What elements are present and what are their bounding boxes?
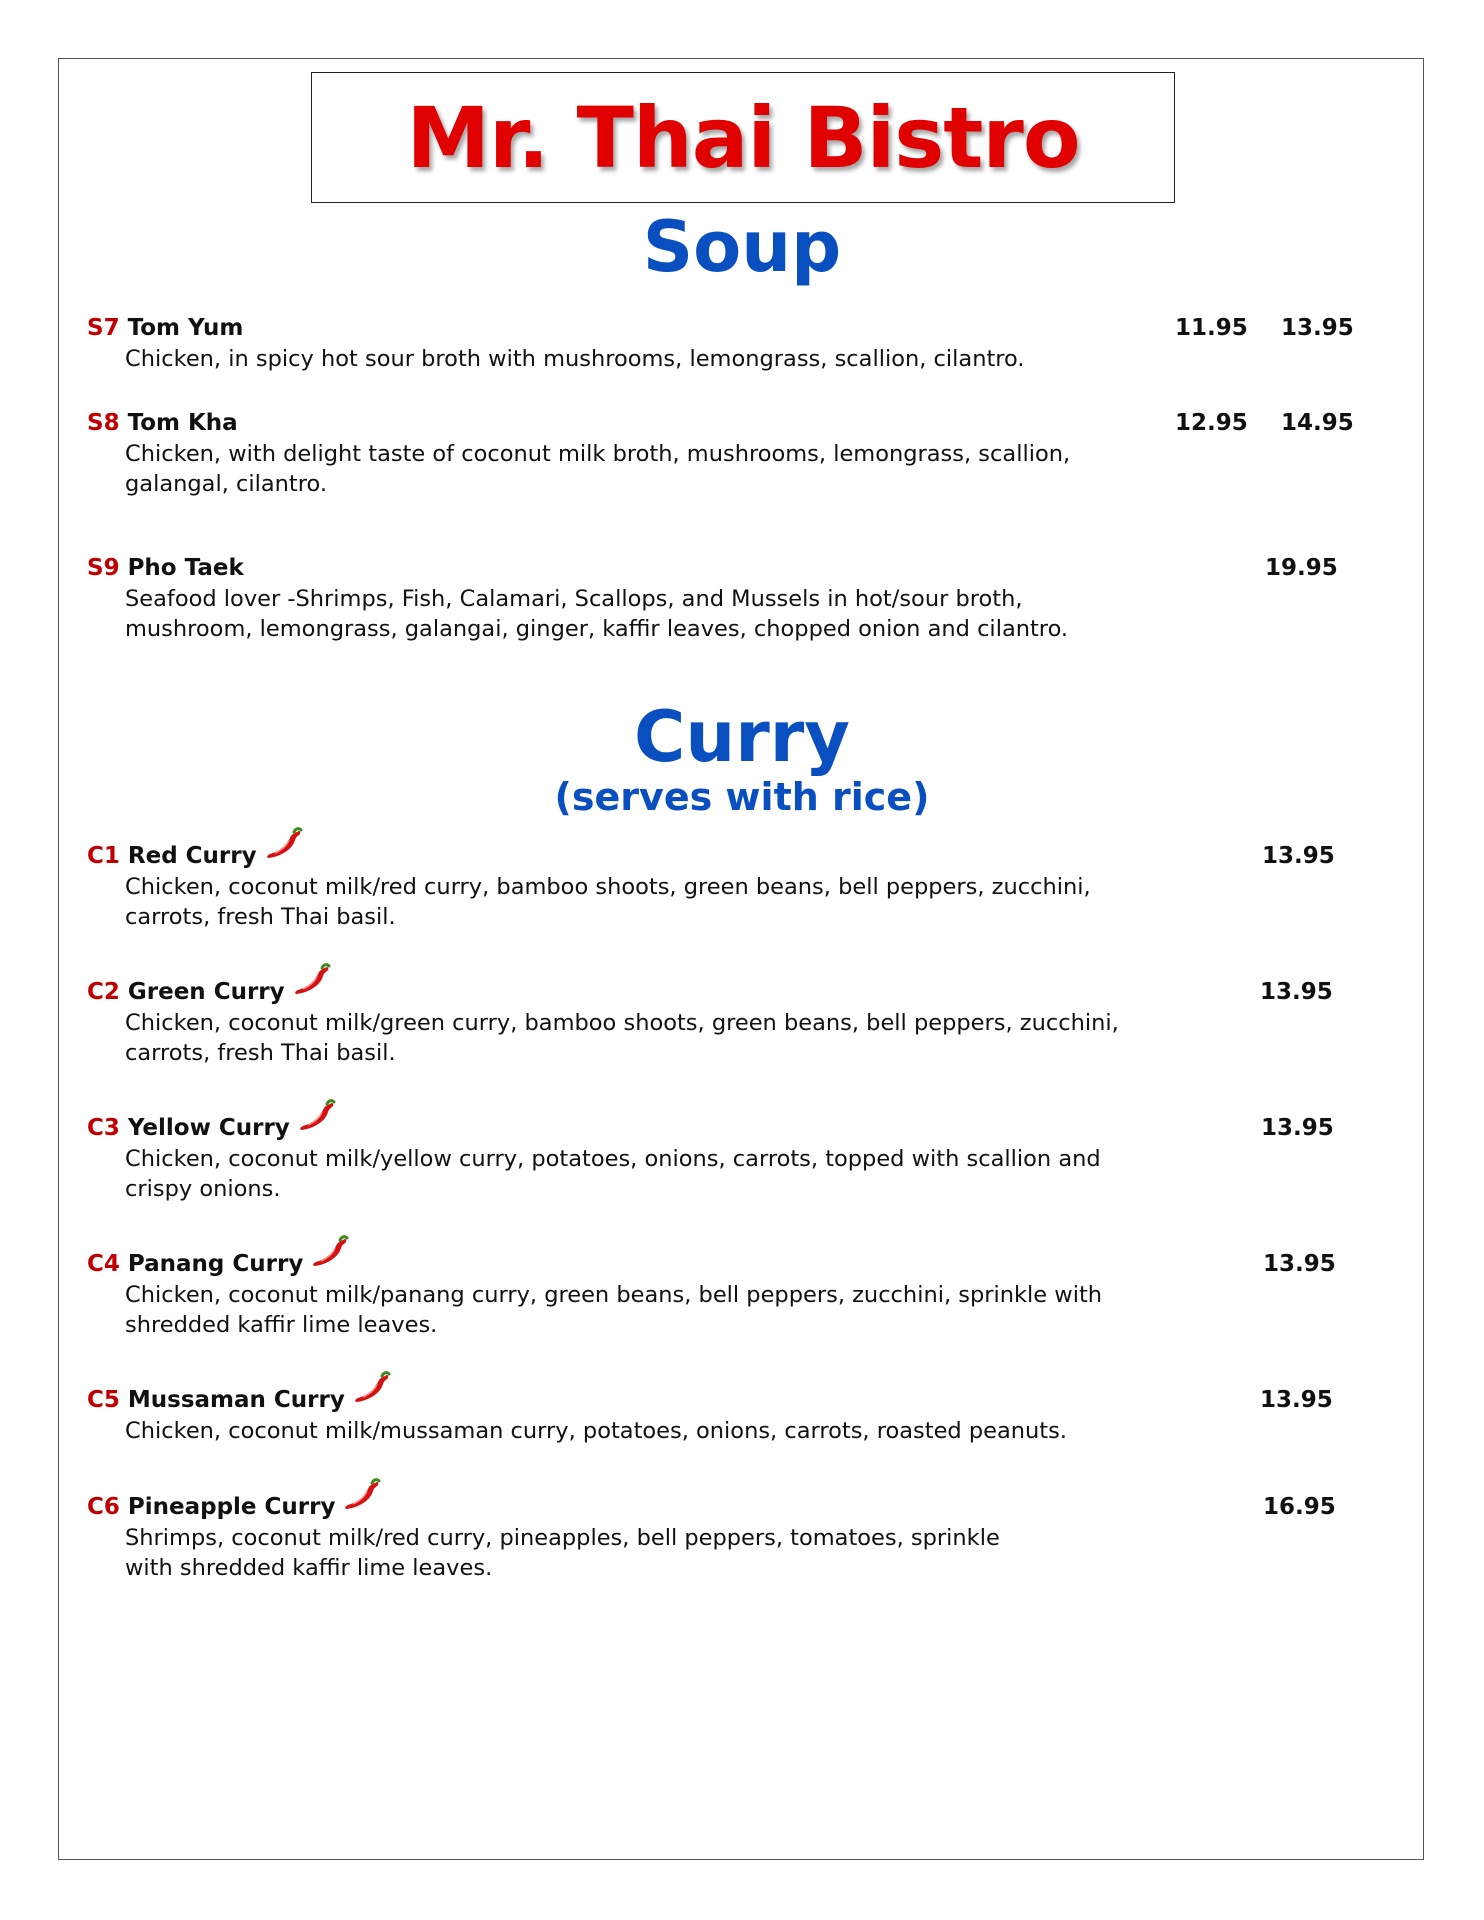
chili-pepper-icon (341, 1477, 381, 1517)
item-description: Chicken, in spicy hot sour broth with mushrooms, lemongrass, scallion, cilantro. (125, 346, 1025, 372)
item-code: C1 (87, 843, 120, 869)
menu-item-yellow-curry (87, 1112, 1377, 1204)
chili-pepper-icon (263, 826, 303, 866)
item-description: Seafood lover -Shrimps, Fish, Calamari, Scallops, and Mussels in hot/sour broth, mushroom, lemongrass, galangai, ginger, kaffir leaves, chopped onion and cilantro. (125, 586, 1069, 642)
item-price-large: 13.95 (1281, 315, 1354, 341)
item-description: Chicken, coconut milk/red curry, bamboo shoots, green beans, bell peppers, zucchini, carrots, fresh Thai basil. (125, 874, 1091, 930)
item-name: Pineapple Curry (127, 1494, 336, 1520)
item-code: C6 (87, 1494, 120, 1520)
item-name: Yellow Curry (127, 1115, 290, 1141)
item-price: 19.95 (1265, 555, 1338, 581)
item-price-small: 11.95 (1175, 315, 1248, 341)
item-code: S7 (87, 315, 120, 341)
item-price: 13.95 (1260, 979, 1333, 1005)
chili-pepper-icon (291, 962, 331, 1002)
menu-item-tom-yum (87, 312, 1377, 374)
item-description: Chicken, with delight taste of coconut milk broth, mushrooms, lemongrass, scallion, galangal, cilantro. (125, 441, 1071, 497)
restaurant-name: Mr. Thai Bistro (406, 88, 1080, 187)
item-code: C2 (87, 979, 120, 1005)
item-price: 13.95 (1260, 1387, 1333, 1413)
item-name: Tom Kha (127, 410, 238, 436)
item-price: 13.95 (1262, 843, 1335, 869)
chili-pepper-icon (296, 1098, 336, 1138)
item-name: Red Curry (127, 843, 257, 869)
menu-item-pineapple-curry (87, 1491, 1377, 1583)
item-name: Mussaman Curry (127, 1387, 345, 1413)
menu-item-green-curry (87, 976, 1377, 1068)
curry-section-title: Curry (634, 696, 850, 778)
item-description: Chicken, coconut milk/mussaman curry, potatoes, onions, carrots, roasted peanuts. (125, 1418, 1068, 1444)
item-price: 13.95 (1261, 1115, 1334, 1141)
curry-section-subtitle: (serves with rice) (554, 775, 930, 819)
item-name: Tom Yum (127, 315, 244, 341)
item-code: C5 (87, 1387, 120, 1413)
item-code: S9 (87, 555, 120, 581)
menu-item-tom-kha (87, 407, 1377, 499)
restaurant-title-box (311, 72, 1175, 203)
menu-item-pho-taek (87, 552, 1377, 644)
item-code: C4 (87, 1251, 120, 1277)
soup-section-title: Soup (642, 206, 842, 288)
item-price-large: 14.95 (1281, 410, 1354, 436)
item-name: Green Curry (127, 979, 285, 1005)
item-code: S8 (87, 410, 120, 436)
item-name: Pho Taek (127, 555, 244, 581)
item-name: Panang Curry (127, 1251, 304, 1277)
menu-item-red-curry (87, 840, 1377, 932)
item-description: Shrimps, coconut milk/red curry, pineapples, bell peppers, tomatoes, sprinkle with shredded kaffir lime leaves. (125, 1525, 1000, 1581)
item-price: 13.95 (1263, 1251, 1336, 1277)
item-code: C3 (87, 1115, 120, 1141)
item-description: Chicken, coconut milk/panang curry, green beans, bell peppers, zucchini, sprinkle with shredded kaffir lime leaves. (125, 1282, 1103, 1338)
item-description: Chicken, coconut milk/yellow curry, potatoes, onions, carrots, topped with scallion and crispy onions. (125, 1146, 1101, 1202)
chili-pepper-icon (309, 1234, 349, 1274)
item-price-small: 12.95 (1175, 410, 1248, 436)
chili-pepper-icon (351, 1370, 391, 1410)
menu-item-mussaman-curry (87, 1384, 1377, 1446)
menu-item-panang-curry (87, 1248, 1377, 1340)
item-description: Chicken, coconut milk/green curry, bamboo shoots, green beans, bell peppers, zucchini, carrots, fresh Thai basil. (125, 1010, 1119, 1066)
item-price: 16.95 (1263, 1494, 1336, 1520)
